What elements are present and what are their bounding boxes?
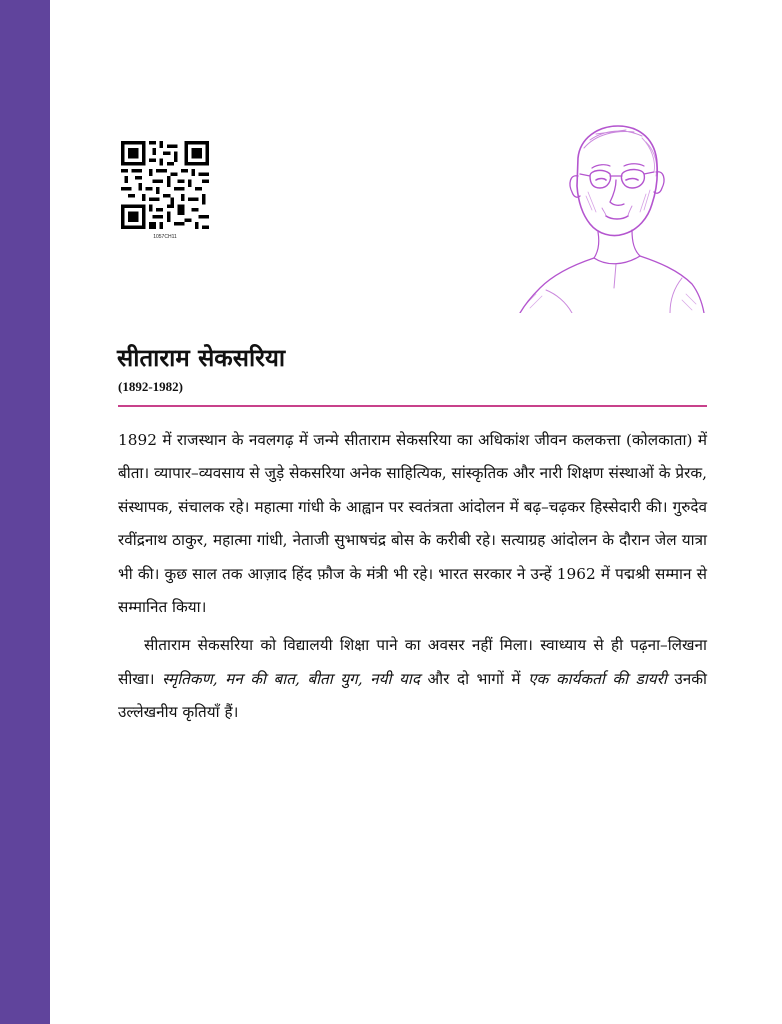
qr-code-block[interactable] xyxy=(121,141,209,240)
author-years: (1892-1982) xyxy=(118,379,183,394)
author-biography xyxy=(118,424,707,730)
qr-code-label: 1057CH11 xyxy=(153,234,177,240)
bio-text: सीताराम सेकसरिया को विद्यालयी शिक्षा पाने का अवसर नहीं मिला। स्वाध्याय से ही पढ़ना–लिखना सीखा। xyxy=(118,636,707,688)
author-portrait-sketch xyxy=(506,118,706,313)
works-list: स्मृतिकण, मन की बात, बीता युग, नयी याद xyxy=(162,669,420,688)
bio-text: और दो भागों में xyxy=(419,669,529,688)
bio-paragraph-2 xyxy=(118,629,707,729)
side-color-band xyxy=(0,0,50,1024)
bio-text: उनकी उल्लेखनीय कृतियाँ हैं। xyxy=(118,669,707,722)
heading-divider xyxy=(118,405,707,407)
bio-paragraph-1: 1892 में राजस्थान के नवलगढ़ में जन्मे सीताराम सेकसरिया का अधिकांश जीवन कलकत्ता (कोलकाता) में बीता। व्यापार–व्यवसाय से जुड़े सेकसरिया अनेक साहित्यिक, सांस्कृतिक और नारी शिक्षण संस्थाओं के प्रेरक, संस्थापक, संचालक रहे। महात्मा गांधी के आह्वान पर स्वतंत्रता आंदोलन में बढ़–चढ़कर हिस्सेदारी की। गुरुदेव रवींद्रनाथ ठाकुर, महात्मा गांधी, नेताजी सुभाषचंद्र बोस के करीबी रहे। सत्याग्रह आंदोलन के दौरान जेल यात्रा भी की। कुछ साल तक आज़ाद हिंद फ़ौज के मंत्री भी रहे। भारत सरकार ने उन्हें 1962 में पद्मश्री सम्मान से सम्मानित किया। xyxy=(118,431,707,617)
diary-title: एक कार्यकर्ता की डायरी xyxy=(528,669,667,688)
author-name-heading: सीताराम सेकसरिया xyxy=(117,343,286,372)
qr-code-icon xyxy=(121,141,209,229)
